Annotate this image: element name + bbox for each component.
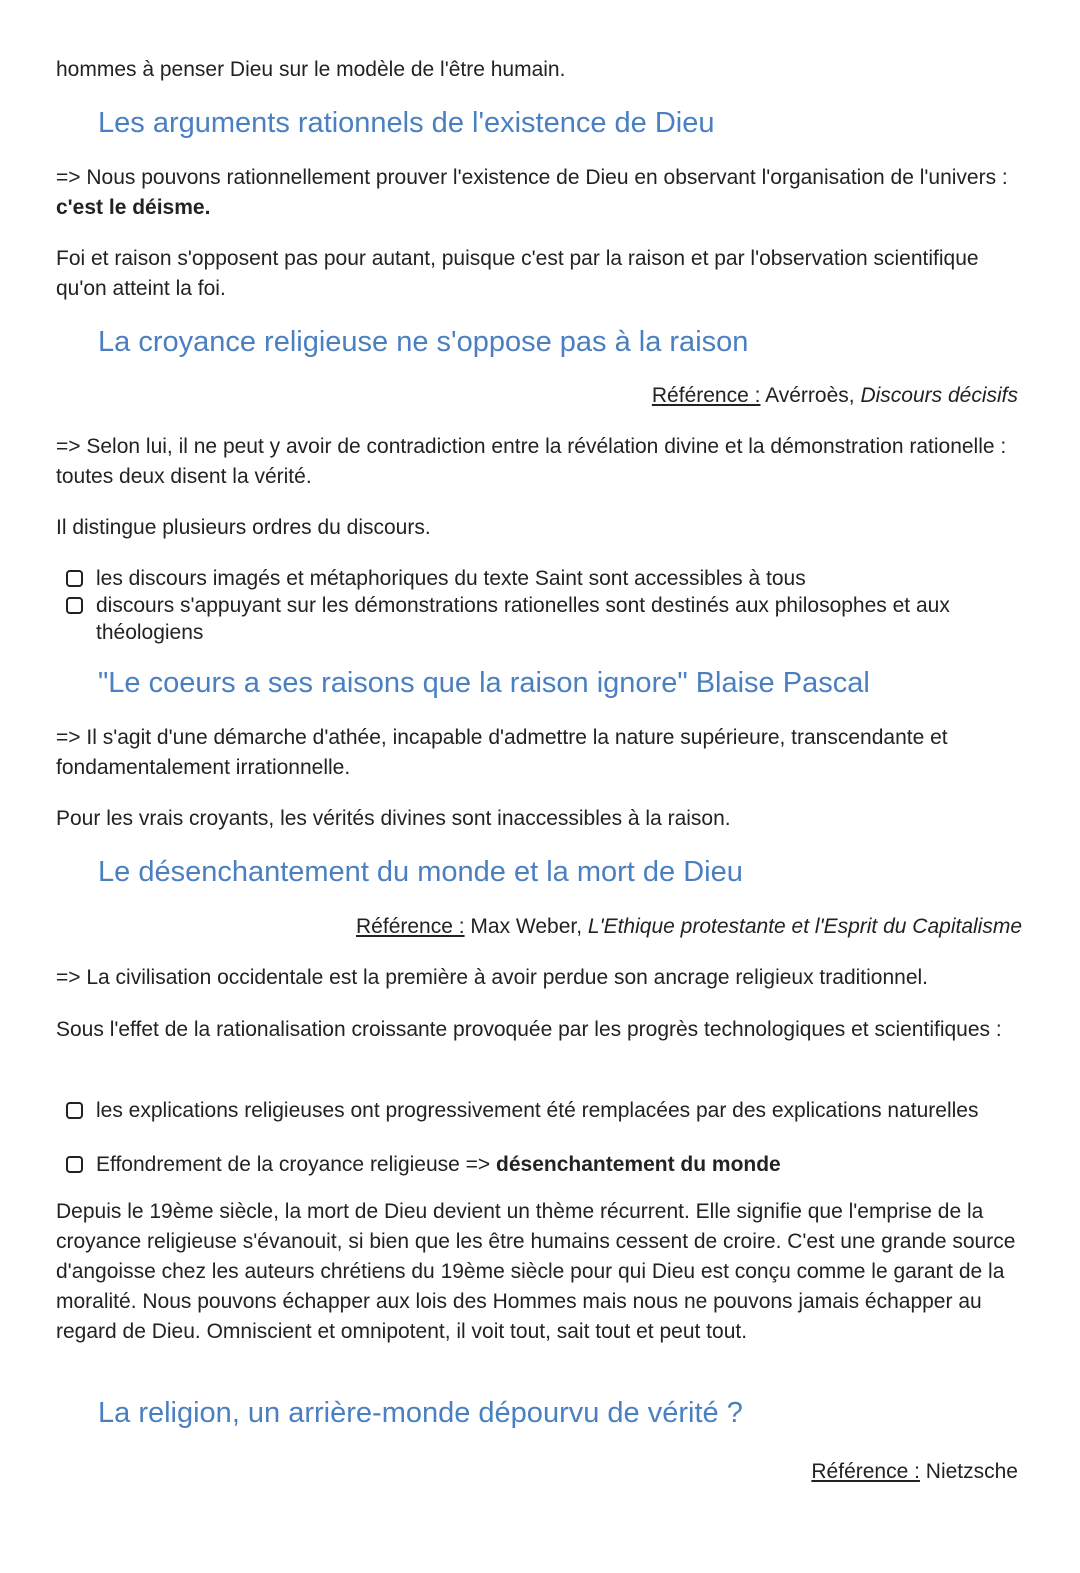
reference-averroes: Référence : Avérroès, Discours décisifs xyxy=(651,384,1018,407)
bold-deism: c'est le déisme. xyxy=(56,196,211,219)
list-item: les discours imagés et métaphoriques du texte Saint sont accessibles à tous xyxy=(66,565,1022,592)
bold-disenchantment: désenchantement du monde xyxy=(496,1153,781,1176)
paragraph-faith-reason: Foi et raison s'opposent pas pour autant, puisque c'est par la raison et par l'observation scientifique qu'on atteint la foi. xyxy=(56,247,979,300)
reference-nietzsche: Référence : Nietzsche xyxy=(811,1460,1018,1483)
list-item: discours s'appuyant sur les démonstrations rationelles sont destinés aux philosophes et aux théologiens xyxy=(66,592,1022,646)
heading-religion-backworld: La religion, un arrière-monde dépourvu de vérité ? xyxy=(98,1397,743,1429)
heading-pascal-quote: "Le coeurs a ses raisons que la raison ignore" Blaise Pascal xyxy=(98,667,870,699)
checkbox-icon[interactable] xyxy=(66,1102,83,1119)
intro-line: hommes à penser Dieu sur le modèle de l'être humain. xyxy=(56,58,566,81)
paragraph-no-contradiction: => Selon lui, il ne peut y avoir de contradiction entre la révélation divine et la démonstration rationelle : toutes deux disent la vérité. xyxy=(56,435,1007,488)
reference-label: Référence : xyxy=(356,915,465,938)
reference-title: Discours décisifs xyxy=(860,384,1018,407)
heading-rational-arguments: Les arguments rationnels de l'existence de Dieu xyxy=(98,107,715,139)
reference-label: Référence : xyxy=(811,1460,920,1483)
list-item: Effondrement de la croyance religieuse => désenchantement du monde xyxy=(66,1151,1022,1178)
paragraph-death-of-god: Depuis le 19ème siècle, la mort de Dieu devient un thème récurrent. Elle signifie que l'emprise de la croyance religieuse s'évanouit, si bien que les être humains cessent de croire. C'est une grande source d'angoisse chez les auteurs chrétiens du 19ème siècle pour qui Dieu est conçu comme le garant de la moralité. Nous pouvons échapper aux lois des Hommes mais nous ne pouvons jamais échapper au regard de Dieu. Omniscient et omnipotent, il voit tout, sait tout et peut tout. xyxy=(56,1200,1016,1343)
paragraph-western-civilization: => La civilisation occidentale est la première à avoir perdue son ancrage religieux traditionnel. xyxy=(56,966,929,989)
checkbox-icon[interactable] xyxy=(66,597,83,614)
reference-title: L'Ethique protestante et l'Esprit du Capitalisme xyxy=(587,915,1022,938)
paragraph-atheist-approach: => Il s'agit d'une démarche d'athée, incapable d'admettre la nature supérieure, transcendante et fondamentalement irrationnelle. xyxy=(56,726,948,779)
reference-weber: Référence : Max Weber, L'Ethique protestante et l'Esprit du Capitalisme xyxy=(356,915,1022,938)
paragraph-true-believers: Pour les vrais croyants, les vérités divines sont inaccessibles à la raison. xyxy=(56,807,731,830)
heading-disenchantment: Le désenchantement du monde et la mort de Dieu xyxy=(98,856,743,888)
list-item: les explications religieuses ont progressivement été remplacées par des explications naturelles xyxy=(66,1097,1022,1124)
paragraph-deism: => Nous pouvons rationnellement prouver l'existence de Dieu en observant l'organisation de l'univers : c'est le déisme. xyxy=(56,166,1008,219)
paragraph-rationalisation: Sous l'effet de la rationalisation croissante provoquée par les progrès technologiques et scientifiques : xyxy=(56,1018,1002,1041)
checkbox-icon[interactable] xyxy=(66,570,83,587)
checkbox-icon[interactable] xyxy=(66,1156,83,1173)
reference-label: Référence : xyxy=(651,384,761,407)
heading-belief-not-opposed: La croyance religieuse ne s'oppose pas à la raison xyxy=(98,326,749,358)
paragraph-orders-of-discourse: Il distingue plusieurs ordres du discours. xyxy=(56,516,431,539)
